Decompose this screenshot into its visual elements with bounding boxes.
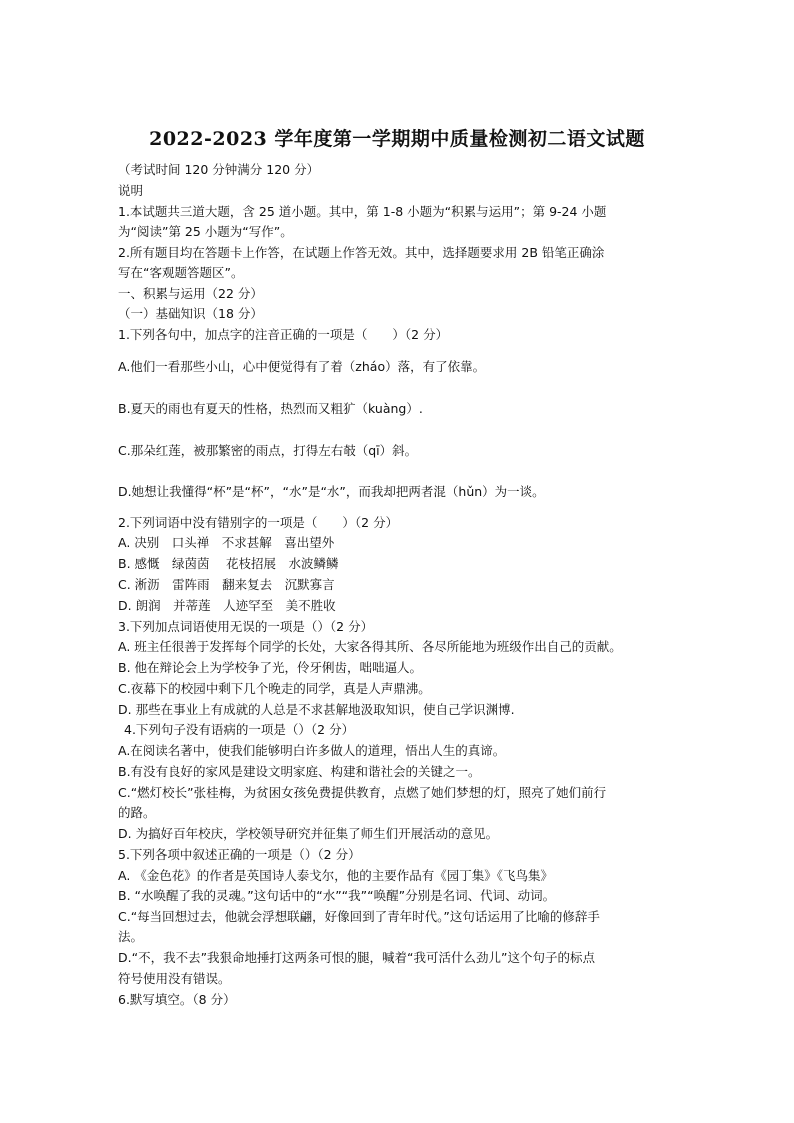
note-2-line-2: 写在“客观题答题区”。 bbox=[118, 265, 244, 280]
q1-stem: 1.下列各句中，加点字的注音正确的一项是（ ）（2 分） bbox=[118, 327, 449, 342]
q5-option-d-line-1: D.“不，我不去”我狠命地捶打这两条可恨的腿，喊着“我可活什么劲儿”这个句子的标点 bbox=[118, 950, 596, 965]
q5-option-a: A. 《金色花》的作者是英国诗人泰戈尔，他的主要作品有《园丁集》《飞鸟集》 bbox=[118, 868, 554, 883]
q5-option-d-line-2: 符号使用没有错误。 bbox=[118, 971, 231, 986]
q4-stem: 4.下列句子没有语病的一项是（）（2 分） bbox=[124, 722, 355, 737]
section-1-subheading: （一）基础知识（18 分） bbox=[118, 306, 263, 321]
q4-option-a: A.在阅读名著中，使我们能够明白许多做人的道理，悟出人生的真谛。 bbox=[118, 743, 506, 758]
q5-option-c-line-2: 法。 bbox=[118, 929, 144, 944]
q5-stem: 5.下列各项中叙述正确的一项是（）（2 分） bbox=[118, 847, 361, 862]
q3-option-c: C.夜幕下的校园中剩下几个晚走的同学，真是人声鼎沸。 bbox=[118, 681, 431, 696]
q2-option-a: A. 决别 口头禅 不求甚解 喜出望外 bbox=[118, 535, 335, 550]
q5-option-b: B. “水唤醒了我的灵魂。”这句话中的“水”“我”“唤醒”分别是名词、代词、动词。 bbox=[118, 888, 556, 903]
q2-option-b: B. 感慨 绿茵茵 花枝招展 水波鳞鳞 bbox=[118, 556, 339, 571]
q1-option-a: A.他们一看那些小山，心中便觉得有了着（zháo）落，有了依靠。 bbox=[118, 359, 486, 374]
q4-option-b: B.有没有良好的家风是建设文明家庭、构建和谐社会的关键之一。 bbox=[118, 764, 481, 779]
q4-option-d: D. 为搞好百年校庆，学校领导研究并征集了师生们开展活动的意见。 bbox=[118, 826, 499, 841]
q2-option-c: C. 淅沥 雷阵雨 翻来复去 沉默寡言 bbox=[118, 577, 335, 592]
section-1-heading: 一、积累与运用（22 分） bbox=[118, 286, 263, 301]
exam-title: 2022-2023 学年度第一学期期中质量检测初二语文试题 bbox=[149, 128, 645, 150]
q4-option-c-line-1: C.“燃灯校长”张桂梅，为贫困女孩免费提供教育，点燃了她们梦想的灯，照亮了她们前行 bbox=[118, 785, 607, 800]
note-1-line-2: 为“阅读”第 25 小题为“写作”。 bbox=[118, 224, 293, 239]
q1-option-d: D.她想让我懂得“杯”是“杯”，“水”是“水”，而我却把两者混（hǔn）为一谈。 bbox=[118, 484, 545, 499]
exam-time: （考试时间 120 分钟满分 120 分） bbox=[118, 162, 320, 177]
q2-option-d: D. 朗润 并蒂莲 人迹罕至 美不胜收 bbox=[118, 598, 336, 613]
q4-option-c-line-2: 的路。 bbox=[118, 805, 156, 820]
q2-stem: 2.下列词语中没有错别字的一项是（ ）（2 分） bbox=[118, 515, 399, 530]
note-1-line-1: 1.本试题共三道大题，含 25 道小题。其中，第 1-8 小题为“积累与运用”；第 9-24 小题 bbox=[118, 204, 607, 219]
q3-option-a: A. 班主任很善于发挥每个同学的长处，大家各得其所、各尽所能地为班级作出自己的贡献。 bbox=[118, 639, 622, 654]
q1-option-c: C.那朵红莲，被那繁密的雨点，打得左右攲（qī）斜。 bbox=[118, 443, 418, 458]
q3-option-b: B. 他在辩论会上为学校争了光，伶牙俐齿，咄咄逼人。 bbox=[118, 660, 423, 675]
q3-option-d: D. 那些在事业上有成就的人总是不求甚解地汲取知识，使自己学识渊博. bbox=[118, 702, 515, 717]
q5-option-c-line-1: C.“每当回想过去，他就会浮想联翩，好像回到了青年时代。”这句话运用了比喻的修辞手 bbox=[118, 909, 600, 924]
q6-stem: 6.默写填空。（8 分） bbox=[118, 992, 236, 1007]
note-label: 说明 bbox=[118, 183, 144, 198]
q3-stem: 3.下列加点词语使用无误的一项是（）（2 分） bbox=[118, 619, 374, 634]
note-2-line-1: 2.所有题目均在答题卡上作答，在试题上作答无效。其中，选择题要求用 2B 铅笔正确涂 bbox=[118, 245, 605, 260]
q1-option-b: B.夏天的雨也有夏天的性格，热烈而又粗犷（kuàng）. bbox=[118, 401, 423, 416]
